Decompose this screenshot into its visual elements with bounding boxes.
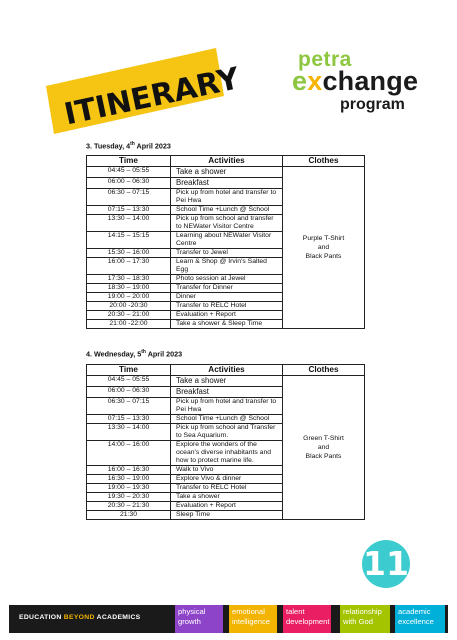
activity-cell: Pick up from school and transfer to NEWater Visitor Centre [171, 215, 283, 232]
clothes-cell [283, 167, 365, 329]
time-cell: 19:30 – 20:30 [87, 493, 171, 502]
time-cell: 04:45 – 05:55 [87, 376, 171, 387]
tile-line: growth [178, 617, 201, 626]
activity-cell: Transfer to RELC Hotel [171, 302, 283, 311]
tile-line: with God [343, 617, 373, 626]
activity-cell: Transfer to Jewel [171, 249, 283, 258]
activity-cell: Evaluation + Report [171, 502, 283, 511]
clothes-cell [283, 376, 365, 520]
activity-cell: Take a shower [171, 376, 283, 387]
activity-cell: Walk to Vivo [171, 466, 283, 475]
header-clothes: Clothes [283, 156, 365, 167]
time-cell: 07:15 – 13:30 [87, 206, 171, 215]
time-cell: 06:30 – 07:15 [87, 398, 171, 415]
clothes-line: Black Pants [305, 453, 342, 460]
activity-cell: Take a shower & Sleep Time [171, 320, 283, 329]
activity-cell: School Time +Lunch @ School [171, 206, 283, 215]
tile-line: physical [178, 607, 206, 616]
activity-cell: Pick up from hotel and transfer to Pei Hwa [171, 189, 283, 206]
time-cell: 14:00 – 16:00 [87, 441, 171, 466]
itinerary-banner [46, 48, 243, 134]
activity-cell: Explore the wonders of the ocean's diverse inhabitants and how to protect marine life. [171, 441, 283, 466]
clothes-line: Black Pants [305, 253, 342, 260]
activity-cell: Explore Vivo & dinner [171, 475, 283, 484]
time-cell: 06:30 – 07:15 [87, 189, 171, 206]
tile-relationship-with-god [340, 605, 390, 633]
activity-cell: School Time +Lunch @ School [171, 415, 283, 424]
time-cell: 19:00 – 20:00 [87, 293, 171, 302]
logo-x: x [307, 66, 323, 96]
activity-cell: Take a shower [171, 167, 283, 178]
activity-cell: Pick up from hotel and transfer to Pei Hwa [171, 398, 283, 415]
tile-line: relationship [343, 607, 382, 616]
table-header-row [87, 156, 365, 167]
activity-cell: Transfer to RELC Hotel [171, 484, 283, 493]
day-3-title [86, 141, 171, 150]
day-3-title-sup: th [130, 141, 135, 147]
day-4-table [86, 364, 365, 520]
time-cell: 21:30 [87, 511, 171, 520]
tile-physical-growth [175, 605, 223, 633]
header-activities: Activities [171, 365, 283, 376]
tile-talent-development [283, 605, 331, 633]
time-cell: 04:45 – 05:55 [87, 167, 171, 178]
activity-cell: Learn & Shop @ Irvin's Salted Egg [171, 258, 283, 275]
tile-line: development [286, 617, 330, 626]
time-cell: 07:15 – 13:30 [87, 415, 171, 424]
activity-cell: Evaluation + Report [171, 311, 283, 320]
time-cell: 16:00 – 17:30 [87, 258, 171, 275]
logo-change: change [322, 66, 419, 96]
day-4-title-prefix: 4. Wednesday, 5 [86, 349, 142, 359]
time-cell: 16:30 – 19:00 [87, 475, 171, 484]
banner-title: ITINERARY [61, 61, 243, 133]
page-number-badge [362, 540, 410, 588]
tile-emotional-intelligence [229, 605, 277, 633]
time-cell: 20:30 – 21:00 [87, 311, 171, 320]
page-number: 11 [363, 544, 409, 583]
time-cell: 15:30 – 16:00 [87, 249, 171, 258]
petra-exchange-logo [292, 48, 422, 114]
activity-cell: Dinner [171, 293, 283, 302]
time-cell: 14:15 – 15:15 [87, 232, 171, 249]
activity-cell: Breakfast [171, 178, 283, 189]
activity-cell: Photo session at Jewel [171, 275, 283, 284]
activity-cell: Sleep Time [171, 511, 283, 520]
time-cell: 18:30 – 19:00 [87, 284, 171, 293]
activity-cell: Pick up from school and Transfer to Sea Aquarium. [171, 424, 283, 441]
time-cell: 06:00 – 06:30 [87, 178, 171, 189]
tile-academic-excellence [395, 605, 445, 633]
day-4-title [86, 349, 182, 358]
header-clothes: Clothes [283, 365, 365, 376]
clothes-line: Purple T-Shirt [302, 235, 345, 242]
header-activities: Activities [171, 156, 283, 167]
tile-line: intelligence [232, 617, 270, 626]
time-cell: 17:30 – 18:30 [87, 275, 171, 284]
time-cell: 16:00 – 16:30 [87, 466, 171, 475]
tile-line: emotional [232, 607, 265, 616]
tile-line: talent [286, 607, 305, 616]
header-time: Time [87, 156, 171, 167]
day-3-title-suffix: April 2023 [134, 141, 171, 151]
logo-program-text: program [340, 96, 405, 113]
time-cell: 20:00 -20:30 [87, 302, 171, 311]
time-cell: 13:30 – 14:00 [87, 424, 171, 441]
logo-e: e [292, 66, 308, 96]
footer-brand-text [19, 614, 140, 621]
clothes-line: and [317, 444, 330, 451]
day-4-title-sup: th [141, 349, 146, 355]
tile-line: excellence [398, 617, 434, 626]
time-cell: 21:00 -22:00 [87, 320, 171, 329]
tile-line: academic [398, 607, 431, 616]
activity-cell: Take a shower [171, 493, 283, 502]
table-row [87, 167, 365, 178]
time-cell: 19:00 – 19:30 [87, 484, 171, 493]
logo-exchange-text [292, 66, 418, 97]
time-cell: 06:00 – 06:30 [87, 387, 171, 398]
clothes-line: Green T-Shirt [303, 435, 344, 442]
activity-cell: Breakfast [171, 387, 283, 398]
header-time: Time [87, 365, 171, 376]
time-cell: 13:30 – 14:00 [87, 215, 171, 232]
footer-brand-left: EDUCATION [19, 614, 64, 621]
footer-brand-accent: BEYOND [63, 614, 95, 621]
logo-petra-text: petra [298, 48, 352, 71]
clothes-line: and [317, 244, 330, 251]
day-4-title-suffix: April 2023 [146, 349, 183, 359]
time-cell: 20:30 – 21:30 [87, 502, 171, 511]
activity-cell: Learning about NEWater Visitor Centre [171, 232, 283, 249]
table-header-row [87, 365, 365, 376]
table-row [87, 376, 365, 387]
day-3-table [86, 155, 365, 329]
day-3-title-prefix: 3. Tuesday, 4 [86, 141, 131, 151]
activity-cell: Transfer for Dinner [171, 284, 283, 293]
footer-brand-right: ACADEMICS [94, 614, 141, 621]
